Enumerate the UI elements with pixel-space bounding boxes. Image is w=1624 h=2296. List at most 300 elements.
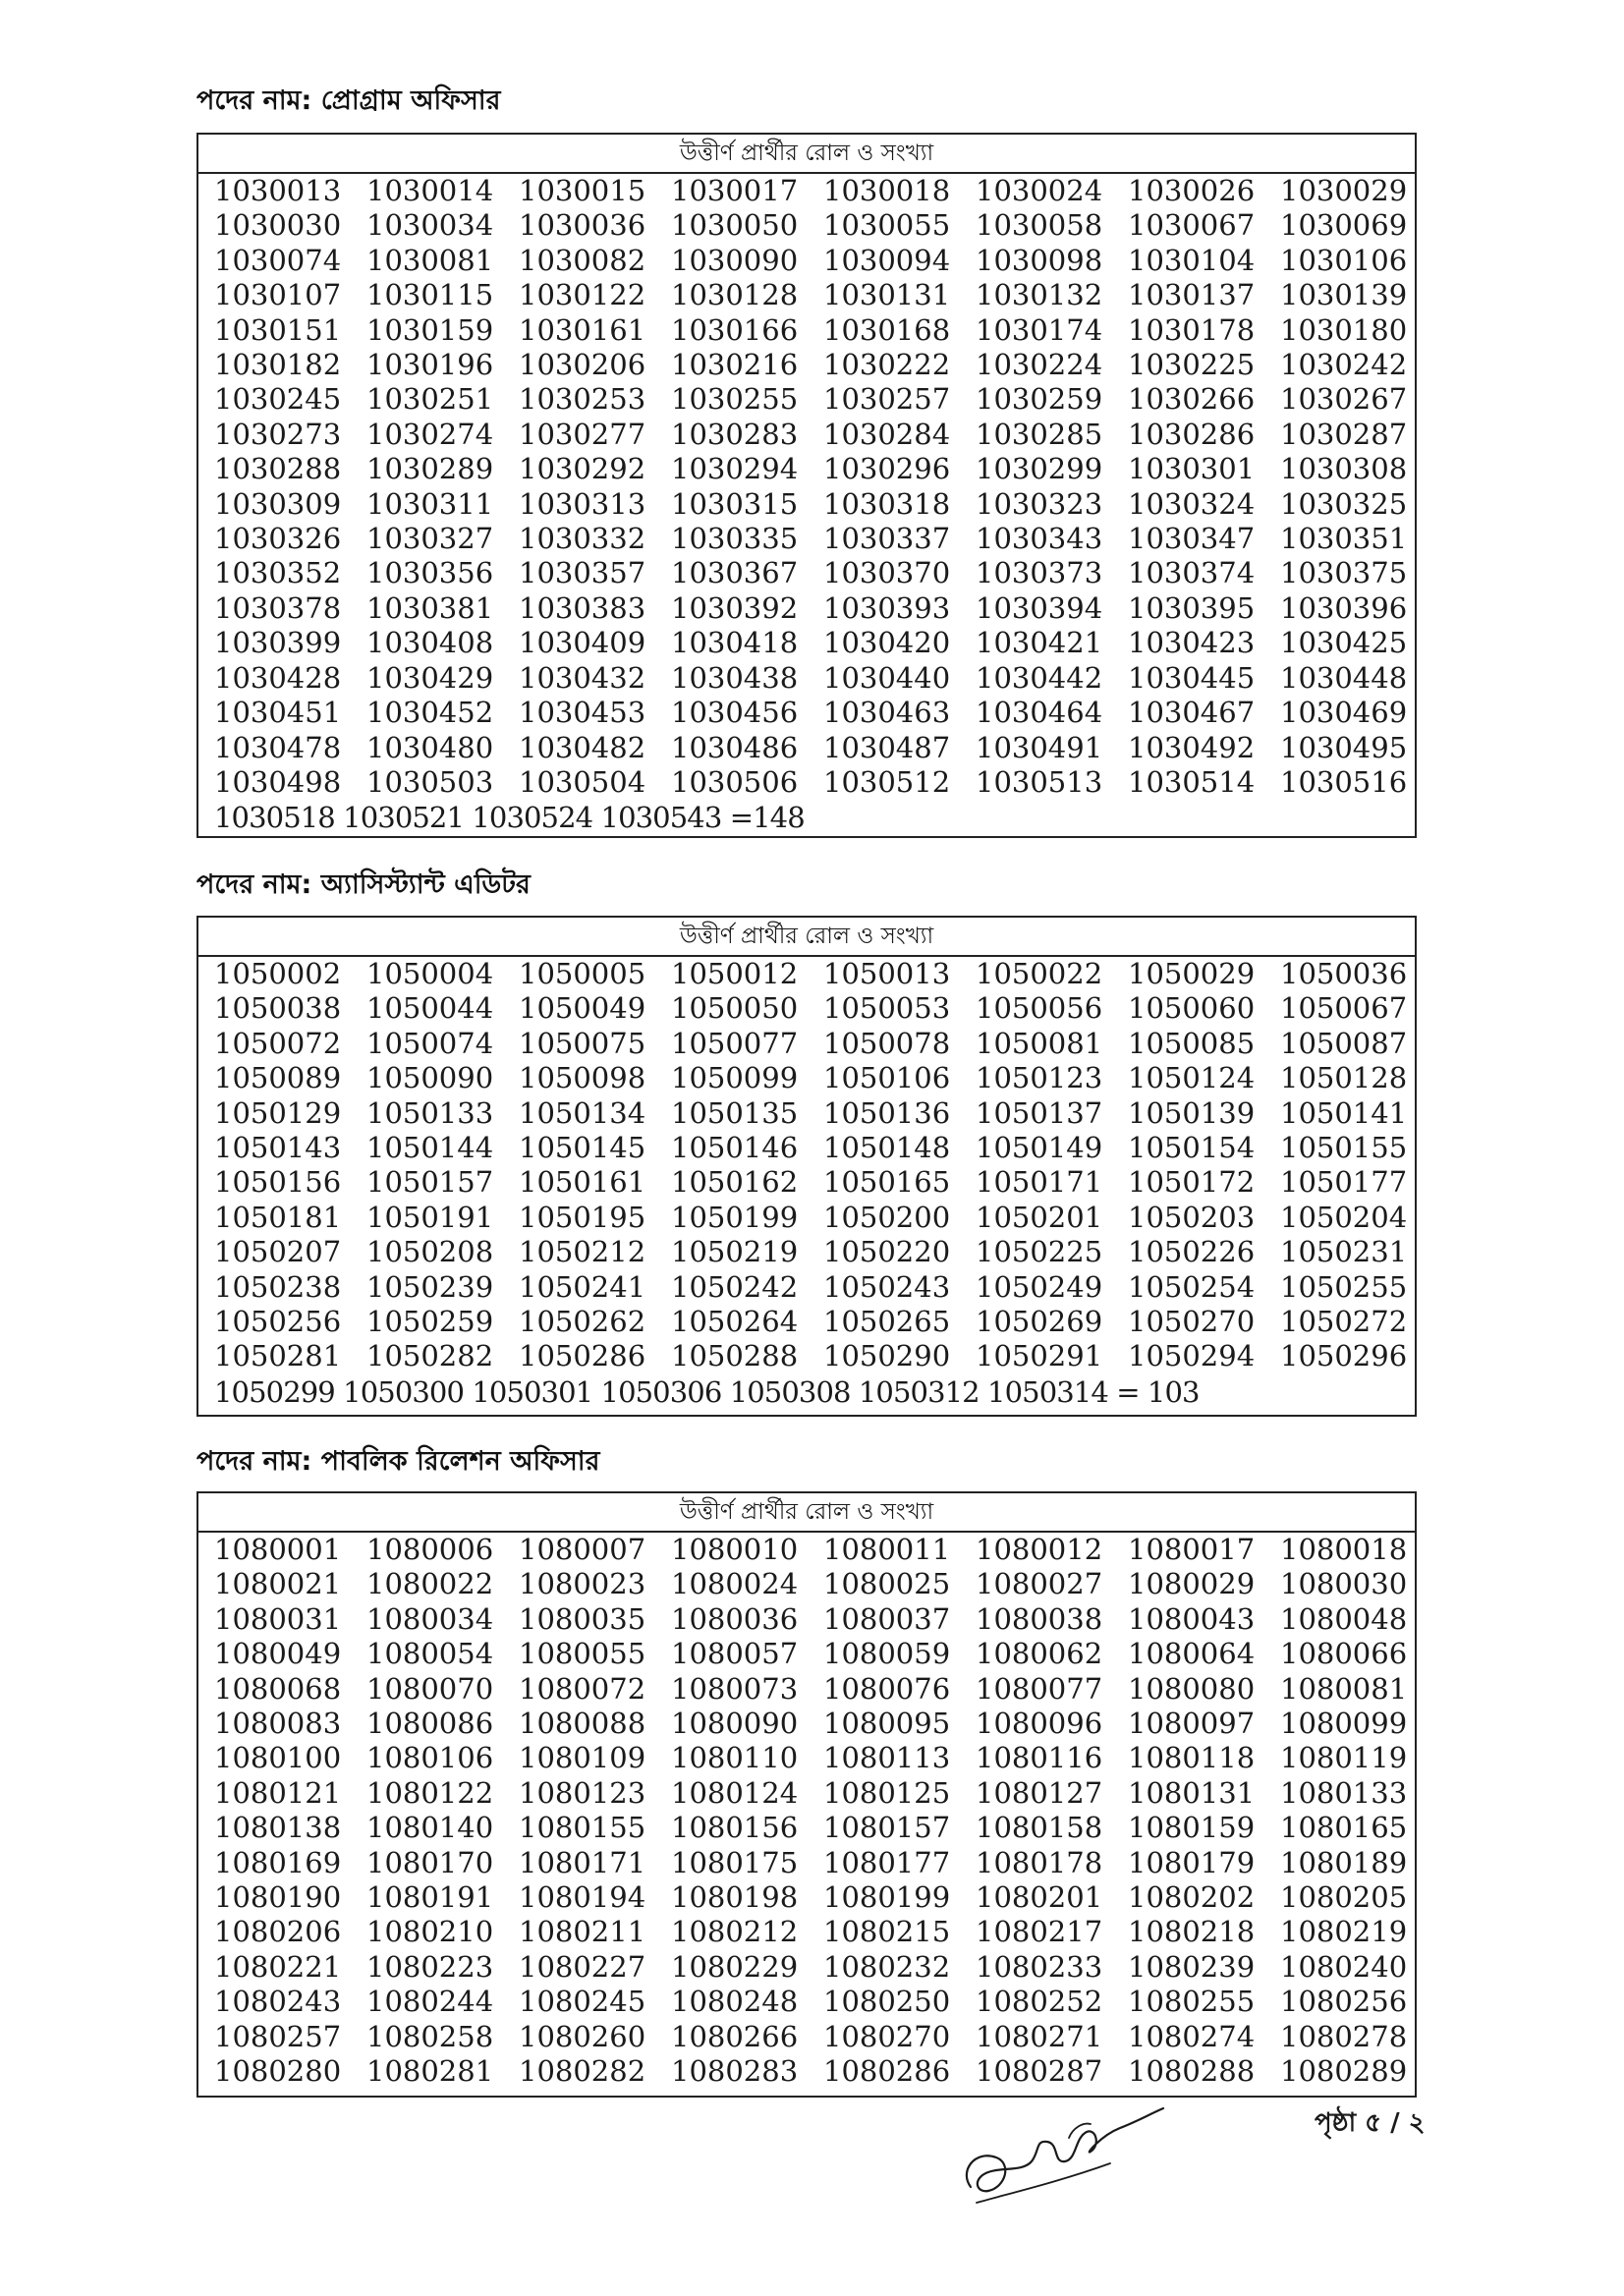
roll-number: 1050155 xyxy=(1280,1131,1408,1165)
roll-number: 1030356 xyxy=(366,556,494,590)
roll-number: 1030313 xyxy=(519,486,646,521)
roll-number: 1080252 xyxy=(976,1985,1103,2019)
roll-number: 1080270 xyxy=(823,2019,951,2053)
roll-number: 1050195 xyxy=(519,1200,646,1234)
roll-number: 1080199 xyxy=(823,1880,951,1915)
roll-number: 1050296 xyxy=(1280,1339,1408,1373)
roll-number: 1030383 xyxy=(519,590,646,625)
roll-number: 1080179 xyxy=(1128,1845,1256,1879)
table-header: উত্তীর্ণ প্রার্থীর রোল ও সংখ্যা xyxy=(198,135,1415,174)
roll-number: 1050050 xyxy=(671,991,799,1026)
roll-number: 1080121 xyxy=(214,1775,342,1810)
roll-number: 1080177 xyxy=(823,1845,951,1879)
roll-number: 1030161 xyxy=(519,312,646,347)
roll-number: 1050208 xyxy=(366,1235,494,1269)
roll-number: 1080118 xyxy=(1128,1741,1256,1775)
roll-number: 1080066 xyxy=(1280,1637,1408,1671)
roll-number: 1030115 xyxy=(366,278,494,312)
roll-number: 1080110 xyxy=(671,1741,799,1775)
roll-number: 1050022 xyxy=(976,957,1103,990)
roll-number: 1050056 xyxy=(976,991,1103,1026)
roll-number: 1030469 xyxy=(1280,696,1408,730)
roll-number: 1080189 xyxy=(1280,1845,1408,1879)
roll-number: 1080158 xyxy=(976,1811,1103,1845)
roll-number: 1030309 xyxy=(214,486,342,521)
roll-number: 1030421 xyxy=(976,626,1103,660)
roll-number: 1080202 xyxy=(1128,1880,1256,1915)
roll-number: 1030491 xyxy=(976,730,1103,764)
roll-number: 1080048 xyxy=(1280,1601,1408,1636)
roll-number: 1030222 xyxy=(823,348,951,382)
roll-number: 1050072 xyxy=(214,1026,342,1060)
roll-number: 1050226 xyxy=(1128,1235,1256,1269)
roll-number: 1030273 xyxy=(214,417,342,451)
roll-number: 1050148 xyxy=(823,1131,951,1165)
roll-number: 1030284 xyxy=(823,417,951,451)
roll-number: 1030448 xyxy=(1280,660,1408,695)
roll-number: 1030445 xyxy=(1128,660,1256,695)
roll-number: 1080034 xyxy=(366,1601,494,1636)
roll-number: 1050099 xyxy=(671,1061,799,1095)
roll-number: 1030504 xyxy=(519,764,646,799)
roll-number: 1050212 xyxy=(519,1235,646,1269)
roll-number: 1050286 xyxy=(519,1339,646,1373)
roll-number: 1050038 xyxy=(214,991,342,1026)
roll-number: 1050149 xyxy=(976,1131,1103,1165)
roll-number: 1050207 xyxy=(214,1235,342,1269)
roll-number: 1080023 xyxy=(519,1567,646,1601)
roll-number: 1050146 xyxy=(671,1131,799,1165)
roll-number: 1080211 xyxy=(519,1915,646,1949)
roll-number: 1080068 xyxy=(214,1671,342,1706)
roll-number: 1030442 xyxy=(976,660,1103,695)
roll-number: 1050272 xyxy=(1280,1305,1408,1339)
roll-number: 1050137 xyxy=(976,1095,1103,1130)
roll-number: 1080280 xyxy=(214,2054,342,2089)
roll-number: 1080210 xyxy=(366,1915,494,1949)
roll-number: 1080035 xyxy=(519,1601,646,1636)
roll-number: 1030159 xyxy=(366,312,494,347)
roll-number: 1030287 xyxy=(1280,417,1408,451)
roll-number: 1030374 xyxy=(1128,556,1256,590)
roll-number: 1080169 xyxy=(214,1845,342,1879)
roll-number: 1030408 xyxy=(366,626,494,660)
roll-number: 1030399 xyxy=(214,626,342,660)
roll-number: 1030394 xyxy=(976,590,1103,625)
roll-number: 1050044 xyxy=(366,991,494,1026)
roll-number: 1050282 xyxy=(366,1339,494,1373)
roll-number: 1030425 xyxy=(1280,626,1408,660)
roll-number: 1050171 xyxy=(976,1165,1103,1200)
roll-number: 1030013 xyxy=(214,174,342,207)
roll-number: 1080010 xyxy=(671,1533,799,1566)
roll-number: 1080175 xyxy=(671,1845,799,1879)
roll-last-line: 1030518 1030521 1030524 1030543 =148 xyxy=(214,801,805,835)
roll-number: 1030299 xyxy=(976,452,1103,486)
roll-number: 1030409 xyxy=(519,626,646,660)
roll-number: 1050129 xyxy=(214,1095,342,1130)
roll-number: 1050161 xyxy=(519,1165,646,1200)
roll-number: 1050124 xyxy=(1128,1061,1256,1095)
roll-grid xyxy=(198,957,1415,1374)
roll-number: 1030440 xyxy=(823,660,951,695)
roll-number: 1050162 xyxy=(671,1165,799,1200)
roll-number: 1030332 xyxy=(519,522,646,556)
roll-number: 1030267 xyxy=(1280,382,1408,417)
roll-number: 1080165 xyxy=(1280,1811,1408,1845)
roll-number: 1080256 xyxy=(1280,1985,1408,2019)
roll-number: 1030486 xyxy=(671,730,799,764)
roll-number: 1030024 xyxy=(976,174,1103,207)
roll-number: 1050049 xyxy=(519,991,646,1026)
roll-number: 1030034 xyxy=(366,208,494,243)
roll-number: 1050002 xyxy=(214,957,342,990)
roll-number: 1030082 xyxy=(519,243,646,277)
roll-number: 1080157 xyxy=(823,1811,951,1845)
roll-number: 1080215 xyxy=(823,1915,951,1949)
roll-number: 1080125 xyxy=(823,1775,951,1810)
roll-number: 1080076 xyxy=(823,1671,951,1706)
roll-number: 1050254 xyxy=(1128,1269,1256,1304)
roll-number: 1050269 xyxy=(976,1305,1103,1339)
roll-number: 1080288 xyxy=(1128,2054,1256,2089)
roll-number: 1050225 xyxy=(976,1235,1103,1269)
roll-number: 1030325 xyxy=(1280,486,1408,521)
roll-number: 1080017 xyxy=(1128,1533,1256,1566)
roll-number: 1030050 xyxy=(671,208,799,243)
roll-number: 1050290 xyxy=(823,1339,951,1373)
roll-number: 1030286 xyxy=(1128,417,1256,451)
roll-number: 1030055 xyxy=(823,208,951,243)
roll-number: 1030257 xyxy=(823,382,951,417)
roll-number: 1030104 xyxy=(1128,243,1256,277)
roll-number: 1080140 xyxy=(366,1811,494,1845)
roll-number: 1030327 xyxy=(366,522,494,556)
roll-number: 1050220 xyxy=(823,1235,951,1269)
roll-number: 1030178 xyxy=(1128,312,1256,347)
roll-number: 1030311 xyxy=(366,486,494,521)
roll-number: 1080271 xyxy=(976,2019,1103,2053)
roll-number: 1080116 xyxy=(976,1741,1103,1775)
roll-number: 1080083 xyxy=(214,1707,342,1741)
roll-number: 1080070 xyxy=(366,1671,494,1706)
roll-number: 1050004 xyxy=(366,957,494,990)
roll-number: 1030323 xyxy=(976,486,1103,521)
roll-grid xyxy=(198,1533,1415,2090)
roll-number: 1080243 xyxy=(214,1985,342,2019)
roll-number: 1050145 xyxy=(519,1131,646,1165)
roll-number: 1080031 xyxy=(214,1601,342,1636)
roll-number: 1030428 xyxy=(214,660,342,695)
roll-number: 1030393 xyxy=(823,590,951,625)
roll-number: 1080178 xyxy=(976,1845,1103,1879)
roll-number: 1050141 xyxy=(1280,1095,1408,1130)
roll-number: 1080127 xyxy=(976,1775,1103,1810)
roll-number: 1080095 xyxy=(823,1707,951,1741)
roll-number: 1050085 xyxy=(1128,1026,1256,1060)
roll-number: 1030285 xyxy=(976,417,1103,451)
roll-number: 1030378 xyxy=(214,590,342,625)
roll-number: 1080096 xyxy=(976,1707,1103,1741)
roll-number: 1080278 xyxy=(1280,2019,1408,2053)
roll-number: 1080287 xyxy=(976,2054,1103,2089)
roll-number: 1030351 xyxy=(1280,522,1408,556)
roll-number: 1050255 xyxy=(1280,1269,1408,1304)
roll-number: 1050270 xyxy=(1128,1305,1256,1339)
roll-number: 1080011 xyxy=(823,1533,951,1566)
roll-number: 1050181 xyxy=(214,1200,342,1234)
roll-number: 1080191 xyxy=(366,1880,494,1915)
roll-number: 1050242 xyxy=(671,1269,799,1304)
roll-number: 1030026 xyxy=(1128,174,1256,207)
roll-number: 1030224 xyxy=(976,348,1103,382)
roll-number: 1050204 xyxy=(1280,1200,1408,1234)
roll-number: 1030456 xyxy=(671,696,799,730)
roll-number: 1080072 xyxy=(519,1671,646,1706)
roll-number: 1030283 xyxy=(671,417,799,451)
roll-number: 1080022 xyxy=(366,1567,494,1601)
roll-number: 1030216 xyxy=(671,348,799,382)
roll-number: 1030266 xyxy=(1128,382,1256,417)
roll-number: 1080030 xyxy=(1280,1567,1408,1601)
roll-number: 1080217 xyxy=(976,1915,1103,1949)
roll-number: 1080194 xyxy=(519,1880,646,1915)
roll-number: 1030274 xyxy=(366,417,494,451)
roll-number: 1080059 xyxy=(823,1637,951,1671)
roll-number: 1080073 xyxy=(671,1671,799,1706)
roll-number: 1030357 xyxy=(519,556,646,590)
roll-number: 1080088 xyxy=(519,1707,646,1741)
roll-number: 1030512 xyxy=(823,764,951,799)
roll-number: 1080037 xyxy=(823,1601,951,1636)
roll-number: 1080055 xyxy=(519,1637,646,1671)
roll-number: 1050157 xyxy=(366,1165,494,1200)
roll-number: 1030015 xyxy=(519,174,646,207)
roll-number: 1030396 xyxy=(1280,590,1408,625)
roll-number: 1030373 xyxy=(976,556,1103,590)
roll-number: 1050199 xyxy=(671,1200,799,1234)
roll-number: 1030423 xyxy=(1128,626,1256,660)
roll-number: 1080001 xyxy=(214,1533,342,1566)
roll-number: 1050191 xyxy=(366,1200,494,1234)
roll-number: 1030259 xyxy=(976,382,1103,417)
roll-number: 1080281 xyxy=(366,2054,494,2089)
roll-number: 1050012 xyxy=(671,957,799,990)
roll-number: 1030438 xyxy=(671,660,799,695)
roll-number: 1030081 xyxy=(366,243,494,277)
roll-number: 1080086 xyxy=(366,1707,494,1741)
roll-number: 1080244 xyxy=(366,1985,494,2019)
roll-number: 1080122 xyxy=(366,1775,494,1810)
roll-number: 1080057 xyxy=(671,1637,799,1671)
roll-number: 1050060 xyxy=(1128,991,1256,1026)
roll-number: 1080218 xyxy=(1128,1915,1256,1949)
roll-number: 1050133 xyxy=(366,1095,494,1130)
roll-number: 1080090 xyxy=(671,1707,799,1741)
roll-number: 1080240 xyxy=(1280,1949,1408,1984)
roll-number: 1030315 xyxy=(671,486,799,521)
roll-number: 1030513 xyxy=(976,764,1103,799)
roll-number: 1050077 xyxy=(671,1026,799,1060)
roll-number: 1050172 xyxy=(1128,1165,1256,1200)
roll-number: 1080133 xyxy=(1280,1775,1408,1810)
roll-number: 1030343 xyxy=(976,522,1103,556)
roll-number: 1080260 xyxy=(519,2019,646,2053)
roll-number: 1080155 xyxy=(519,1811,646,1845)
roll-number: 1050074 xyxy=(366,1026,494,1060)
roll-number: 1030018 xyxy=(823,174,951,207)
roll-number: 1030370 xyxy=(823,556,951,590)
roll-number: 1080232 xyxy=(823,1949,951,1984)
roll-number: 1030245 xyxy=(214,382,342,417)
roll-number: 1050090 xyxy=(366,1061,494,1095)
roll-number: 1030090 xyxy=(671,243,799,277)
roll-number: 1080233 xyxy=(976,1949,1103,1984)
roll-number: 1080106 xyxy=(366,1741,494,1775)
roll-number: 1030225 xyxy=(1128,348,1256,382)
roll-number: 1050294 xyxy=(1128,1339,1256,1373)
roll-number: 1030480 xyxy=(366,730,494,764)
roll-number: 1030294 xyxy=(671,452,799,486)
roll-number: 1080099 xyxy=(1280,1707,1408,1741)
roll-number: 1080156 xyxy=(671,1811,799,1845)
roll-number: 1050089 xyxy=(214,1061,342,1095)
roll-number: 1050144 xyxy=(366,1131,494,1165)
roll-table-public-relation-officer xyxy=(196,1491,1417,2098)
roll-number: 1030452 xyxy=(366,696,494,730)
roll-number: 1030381 xyxy=(366,590,494,625)
roll-number: 1080205 xyxy=(1280,1880,1408,1915)
roll-number: 1050203 xyxy=(1128,1200,1256,1234)
roll-number: 1030139 xyxy=(1280,278,1408,312)
roll-number: 1080258 xyxy=(366,2019,494,2053)
roll-number: 1030478 xyxy=(214,730,342,764)
roll-number: 1030467 xyxy=(1128,696,1256,730)
roll-number: 1030094 xyxy=(823,243,951,277)
roll-table-program-officer xyxy=(196,133,1417,838)
roll-number: 1030137 xyxy=(1128,278,1256,312)
roll-number: 1030131 xyxy=(823,278,951,312)
roll-grid xyxy=(198,174,1415,800)
roll-number: 1080018 xyxy=(1280,1533,1408,1566)
roll-number: 1030451 xyxy=(214,696,342,730)
roll-number: 1080223 xyxy=(366,1949,494,1984)
roll-number: 1050256 xyxy=(214,1305,342,1339)
roll-number: 1030482 xyxy=(519,730,646,764)
roll-number: 1080229 xyxy=(671,1949,799,1984)
roll-number: 1030036 xyxy=(519,208,646,243)
roll-number: 1030017 xyxy=(671,174,799,207)
roll-number: 1080250 xyxy=(823,1985,951,2019)
roll-number: 1080024 xyxy=(671,1567,799,1601)
table-header: উত্তীর্ণ প্রার্থীর রোল ও সংখ্যা xyxy=(198,918,1415,957)
roll-last-line: 1050299 1050300 1050301 1050306 1050308 1050312 1050314 = 103 xyxy=(214,1374,1200,1409)
roll-number: 1050264 xyxy=(671,1305,799,1339)
roll-number: 1080054 xyxy=(366,1637,494,1671)
roll-number: 1080248 xyxy=(671,1985,799,2019)
roll-number: 1050067 xyxy=(1280,991,1408,1026)
roll-number: 1030106 xyxy=(1280,243,1408,277)
roll-number: 1030196 xyxy=(366,348,494,382)
roll-number: 1030253 xyxy=(519,382,646,417)
roll-number: 1050098 xyxy=(519,1061,646,1095)
roll-number: 1030168 xyxy=(823,312,951,347)
roll-number: 1080036 xyxy=(671,1601,799,1636)
roll-number: 1080131 xyxy=(1128,1775,1256,1810)
roll-number: 1050201 xyxy=(976,1200,1103,1234)
roll-number: 1030464 xyxy=(976,696,1103,730)
roll-number: 1050262 xyxy=(519,1305,646,1339)
roll-number: 1080119 xyxy=(1280,1741,1408,1775)
roll-number: 1080286 xyxy=(823,2054,951,2089)
roll-number: 1050134 xyxy=(519,1095,646,1130)
roll-number: 1030067 xyxy=(1128,208,1256,243)
roll-number: 1080077 xyxy=(976,1671,1103,1706)
roll-number: 1080109 xyxy=(519,1741,646,1775)
roll-number: 1030166 xyxy=(671,312,799,347)
roll-number: 1050238 xyxy=(214,1269,342,1304)
roll-number: 1030487 xyxy=(823,730,951,764)
roll-number: 1030029 xyxy=(1280,174,1408,207)
roll-number: 1030069 xyxy=(1280,208,1408,243)
roll-number: 1080289 xyxy=(1280,2054,1408,2089)
roll-number: 1080062 xyxy=(976,1637,1103,1671)
roll-number: 1030335 xyxy=(671,522,799,556)
roll-number: 1080239 xyxy=(1128,1949,1256,1984)
table-header: উত্তীর্ণ প্রার্থীর রোল ও সংখ্যা xyxy=(198,1493,1415,1533)
roll-number: 1030122 xyxy=(519,278,646,312)
roll-number: 1080038 xyxy=(976,1601,1103,1636)
roll-number: 1050288 xyxy=(671,1339,799,1373)
roll-number: 1080274 xyxy=(1128,2019,1256,2053)
roll-number: 1080283 xyxy=(671,2054,799,2089)
roll-number: 1050231 xyxy=(1280,1235,1408,1269)
roll-number: 1050135 xyxy=(671,1095,799,1130)
roll-number: 1030301 xyxy=(1128,452,1256,486)
roll-number: 1030392 xyxy=(671,590,799,625)
roll-number: 1030255 xyxy=(671,382,799,417)
roll-number: 1080006 xyxy=(366,1533,494,1566)
roll-number: 1080012 xyxy=(976,1533,1103,1566)
roll-number: 1030352 xyxy=(214,556,342,590)
roll-number: 1080113 xyxy=(823,1741,951,1775)
roll-number: 1050075 xyxy=(519,1026,646,1060)
roll-number: 1030107 xyxy=(214,278,342,312)
roll-number: 1030337 xyxy=(823,522,951,556)
roll-number: 1030347 xyxy=(1128,522,1256,556)
roll-number: 1030206 xyxy=(519,348,646,382)
roll-number: 1030367 xyxy=(671,556,799,590)
roll-number: 1030292 xyxy=(519,452,646,486)
roll-number: 1080064 xyxy=(1128,1637,1256,1671)
roll-number: 1030030 xyxy=(214,208,342,243)
section-title-public-relation-officer: পদের নাম: পাবলিক রিলেশন অফিসার xyxy=(196,1446,600,1477)
roll-number: 1050241 xyxy=(519,1269,646,1304)
roll-number: 1030503 xyxy=(366,764,494,799)
roll-number: 1080255 xyxy=(1128,1985,1256,2019)
roll-number: 1050139 xyxy=(1128,1095,1256,1130)
roll-number: 1080043 xyxy=(1128,1601,1256,1636)
roll-number: 1080227 xyxy=(519,1949,646,1984)
roll-number: 1050249 xyxy=(976,1269,1103,1304)
roll-number: 1050291 xyxy=(976,1339,1103,1373)
roll-number: 1080007 xyxy=(519,1533,646,1566)
roll-number: 1050087 xyxy=(1280,1026,1408,1060)
roll-number: 1030324 xyxy=(1128,486,1256,521)
roll-number: 1030495 xyxy=(1280,730,1408,764)
roll-number: 1080027 xyxy=(976,1567,1103,1601)
roll-number: 1080282 xyxy=(519,2054,646,2089)
